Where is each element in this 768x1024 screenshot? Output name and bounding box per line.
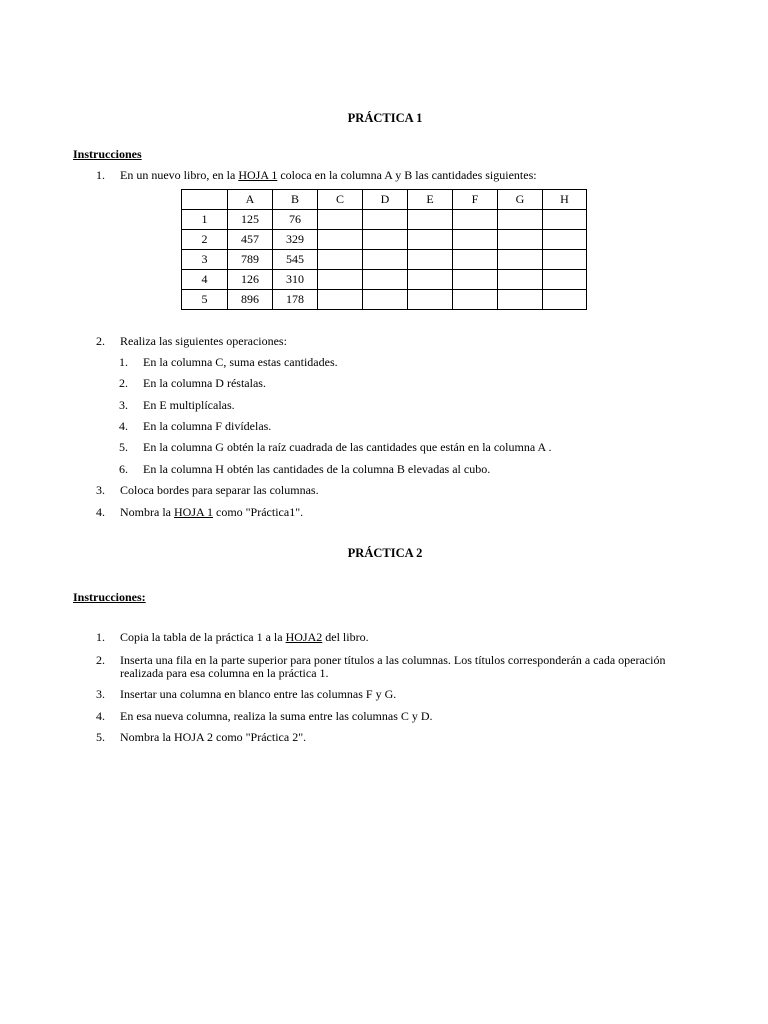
- table-cell: [318, 250, 363, 270]
- sub-item-number: 4.: [119, 419, 128, 433]
- sub-item-text: En la columna H obtén las cantidades de la columna B elevadas al cubo.: [143, 462, 491, 476]
- table-cell: 5: [182, 290, 228, 310]
- table-cell: [408, 210, 453, 230]
- item-number: 4.: [96, 505, 105, 519]
- table-row: [182, 230, 587, 250]
- hoja-2-reference: HOJA2: [285, 630, 323, 644]
- sub-item-number: 3.: [119, 398, 128, 412]
- table-cell: [543, 250, 587, 270]
- item-number: 1.: [96, 630, 105, 644]
- table-cell: [498, 290, 543, 310]
- item-text: [120, 506, 676, 519]
- sub-item-text: En la columna D réstalas.: [143, 376, 266, 390]
- table-cell: [408, 290, 453, 310]
- instrucciones-heading-1: Instrucciones: [73, 147, 142, 161]
- table-cell: [318, 290, 363, 310]
- table-header-cell: E: [408, 190, 453, 210]
- table-cell: 329: [273, 230, 318, 250]
- table-cell: [318, 270, 363, 290]
- table-cell: 4: [182, 270, 228, 290]
- item-text: [120, 169, 676, 182]
- item-text: Realiza las siguientes operaciones:: [120, 334, 287, 348]
- table-cell: [543, 270, 587, 290]
- practica-2-title: PRÁCTICA 2: [347, 546, 423, 560]
- item-text: Inserta una fila en la parte superior para poner títulos a las columnas. Los títulos corresponderán a cada operación realizada para esa columna en la práctica 1.: [120, 653, 666, 680]
- table-cell: [318, 210, 363, 230]
- table-cell: 178: [273, 290, 318, 310]
- table-header-cell: [182, 190, 228, 210]
- table-cell: [363, 250, 408, 270]
- table-cell: 896: [228, 290, 273, 310]
- item-text: Nombra la HOJA 2 como "Práctica 2".: [120, 730, 307, 744]
- item-text-pre: En un nuevo libro, en la: [120, 168, 239, 182]
- table-cell: [363, 270, 408, 290]
- table-cell: 789: [228, 250, 273, 270]
- table-row: [182, 210, 587, 230]
- table-cell: [498, 210, 543, 230]
- table-cell: [363, 210, 408, 230]
- item-number: 5.: [96, 730, 105, 744]
- sub-item-number: 2.: [119, 376, 128, 390]
- table-cell: [363, 290, 408, 310]
- table-header-cell: C: [318, 190, 363, 210]
- table-cell: [408, 230, 453, 250]
- table-row: [182, 290, 587, 310]
- table-cell: [408, 250, 453, 270]
- table-cell: [453, 210, 498, 230]
- table-header-cell: A: [228, 190, 273, 210]
- table-header-row: [182, 190, 587, 210]
- hoja-1-reference: HOJA 1: [173, 505, 213, 519]
- table-cell: 125: [228, 210, 273, 230]
- item-number: 3.: [96, 687, 105, 701]
- table-row: [182, 270, 587, 290]
- table-cell: 310: [273, 270, 318, 290]
- item-text-post: del libro.: [322, 630, 369, 644]
- table-cell: 2: [182, 230, 228, 250]
- item-text-post: como "Práctica1".: [213, 505, 304, 519]
- table-cell: [363, 230, 408, 250]
- item-text-pre: Copia la tabla de la práctica 1 a la: [120, 630, 286, 644]
- table-cell: [543, 210, 587, 230]
- sub-item-text: En E multiplícalas.: [143, 398, 235, 412]
- sub-item-number: 6.: [119, 462, 128, 476]
- item-text: [120, 631, 676, 644]
- sub-item-number: 1.: [119, 355, 128, 369]
- table-cell: [543, 290, 587, 310]
- table-cell: 76: [273, 210, 318, 230]
- table-cell: [498, 270, 543, 290]
- table-header-cell: D: [363, 190, 408, 210]
- item-text: Insertar una columna en blanco entre las columnas F y G.: [120, 687, 397, 701]
- item-text-post: coloca en la columna A y B las cantidades siguientes:: [277, 168, 537, 182]
- item-number: 2.: [96, 334, 105, 348]
- table-header-cell: B: [273, 190, 318, 210]
- table-cell: [453, 250, 498, 270]
- table-cell: 126: [228, 270, 273, 290]
- data-table: [181, 189, 587, 310]
- sub-item-text: En la columna G obtén la raíz cuadrada de las cantidades que están en la columna A .: [143, 440, 552, 454]
- item-text: En esa nueva columna, realiza la suma entre las columnas C y D.: [120, 709, 433, 723]
- table-cell: [453, 290, 498, 310]
- table-header-cell: H: [543, 190, 587, 210]
- instrucciones-heading-2: Instrucciones:: [73, 590, 146, 604]
- item-number: 1.: [96, 168, 105, 182]
- table-cell: 1: [182, 210, 228, 230]
- item-number: 4.: [96, 709, 105, 723]
- table-cell: [453, 230, 498, 250]
- table-cell: [543, 230, 587, 250]
- table-header-cell: G: [498, 190, 543, 210]
- sub-item-number: 5.: [119, 440, 128, 454]
- item-number: 3.: [96, 483, 105, 497]
- table-header-cell: F: [453, 190, 498, 210]
- hoja-1-reference: HOJA 1: [238, 168, 278, 182]
- table-cell: [408, 270, 453, 290]
- table-cell: [453, 270, 498, 290]
- table-cell: 545: [273, 250, 318, 270]
- table-cell: [498, 230, 543, 250]
- table-row: [182, 250, 587, 270]
- table-cell: 457: [228, 230, 273, 250]
- item-number: 2.: [96, 653, 105, 667]
- practica-1-title: PRÁCTICA 1: [347, 111, 423, 125]
- table-cell: [318, 230, 363, 250]
- sub-item-text: En la columna F divídelas.: [143, 419, 272, 433]
- sub-item-text: En la columna C, suma estas cantidades.: [143, 355, 338, 369]
- item-text: Coloca bordes para separar las columnas.: [120, 483, 319, 497]
- table-cell: [498, 250, 543, 270]
- item-text-pre: Nombra la: [120, 505, 174, 519]
- table-cell: 3: [182, 250, 228, 270]
